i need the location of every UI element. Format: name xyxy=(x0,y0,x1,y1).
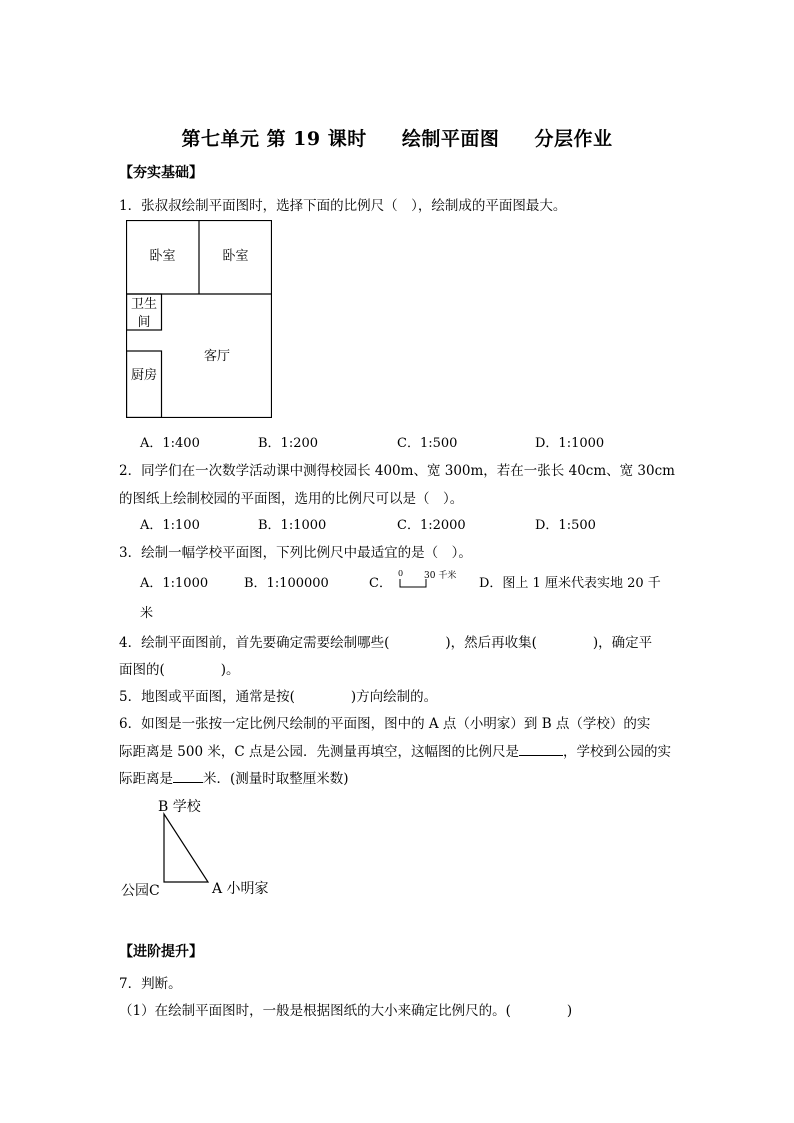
q2-option-a: A．1:100 xyxy=(140,518,200,533)
question-3-text: 3．绘制一幅学校平面图，下列比例尺中最适宜的是（ ）。 xyxy=(119,545,472,561)
room-bedroom-2: 卧室 xyxy=(222,249,249,264)
q4-text-2: )，然后再收集( xyxy=(445,635,537,651)
title-unit: 第七单元 第 19 课时 xyxy=(181,128,367,150)
q1-option-d: D．1:1000 xyxy=(535,436,605,451)
q3-option-d: D．图上 1 厘米代表实地 20 千 xyxy=(479,576,661,591)
q5-text-2: )方向绘制的。 xyxy=(350,689,438,705)
scale-bar-end: 30 千米 xyxy=(424,571,457,581)
q6-text-1: 际距离是 500 米，C 点是公园．先测量再填空，这幅图的比例尺是 xyxy=(119,744,519,760)
question-6-line-3 xyxy=(119,767,349,787)
q2-option-d: D．1:500 xyxy=(535,518,596,533)
question-5-text xyxy=(119,685,437,705)
section-basic-heading: 【夯实基础】 xyxy=(119,165,203,181)
q3-option-b: B．1:100000 xyxy=(244,576,329,591)
triangle-map-figure xyxy=(160,812,212,884)
q4-text-3: )，确定平 xyxy=(592,635,653,651)
point-c-label: 公园C xyxy=(121,883,160,899)
question-7-sub-1 xyxy=(119,999,572,1019)
point-a-label: A 小明家 xyxy=(212,881,269,897)
q3-option-d-cont: 米 xyxy=(140,606,154,621)
q6-scale-blank[interactable] xyxy=(519,755,563,756)
q6-text-4: 米．(测量时取整厘米数) xyxy=(203,771,349,787)
q4-text-1: 4．绘制平面图前，首先要确定需要绘制哪些( xyxy=(119,635,390,651)
q2-option-c: C．1:2000 xyxy=(397,518,466,533)
question-2-line-1: 2．同学们在一次数学活动课中测得校园长 400m、宽 300m，若在一张长 40cm、宽 30cm xyxy=(119,463,675,479)
q5-text-1: 5．地图或平面图，通常是按( xyxy=(119,689,295,705)
room-living: 客厅 xyxy=(203,349,230,364)
question-1-text: 1．张叔叔绘制平面图时，选择下面的比例尺（ ），绘制成的平面图最大。 xyxy=(119,198,567,214)
q1-option-c: C．1:500 xyxy=(397,436,458,451)
q6-distance-blank[interactable] xyxy=(173,782,203,783)
question-4-line-2 xyxy=(119,658,240,678)
question-7-text: 7．判断。 xyxy=(119,976,182,992)
room-bathroom: 卫生间 xyxy=(130,297,157,330)
q3-option-c: C． xyxy=(369,576,392,591)
title-topic: 绘制平面图 xyxy=(401,128,500,150)
floor-plan-figure xyxy=(126,220,272,418)
room-kitchen: 厨房 xyxy=(130,368,157,383)
question-6-line-2 xyxy=(119,740,671,760)
q2-option-b: B．1:1000 xyxy=(258,518,327,533)
q1-option-a: A．1:400 xyxy=(140,436,200,451)
section-advanced-heading: 【进阶提升】 xyxy=(119,944,203,960)
point-b-label: B 学校 xyxy=(158,799,201,815)
question-4-line-1 xyxy=(119,631,652,651)
title-type: 分层作业 xyxy=(534,128,613,150)
question-6-line-1: 6．如图是一张按一定比例尺绘制的平面图，图中的 A 点（小明家）到 B 点（学校）的实 xyxy=(119,716,651,732)
q7-sub1-text: （1）在绘制平面图时，一般是根据图纸的大小来确定比例尺的。( xyxy=(119,1003,511,1019)
q6-text-2: ，学校到公园的实 xyxy=(562,744,671,760)
scale-bar-icon xyxy=(399,578,427,588)
q3-option-a: A．1:1000 xyxy=(140,576,209,591)
page-title xyxy=(0,124,794,151)
q4-text-5: )。 xyxy=(220,662,240,678)
q4-text-4: 面图的( xyxy=(119,662,165,678)
q6-text-3: 际距离是 xyxy=(119,771,173,787)
q7-sub1-close: ) xyxy=(566,1003,573,1019)
room-bedroom-1: 卧室 xyxy=(149,249,176,264)
question-2-line-2: 的图纸上绘制校园的平面图，选用的比例尺可以是（ ）。 xyxy=(119,491,464,507)
scale-bar-zero: 0 xyxy=(398,569,404,578)
q1-option-b: B．1:200 xyxy=(258,436,319,451)
